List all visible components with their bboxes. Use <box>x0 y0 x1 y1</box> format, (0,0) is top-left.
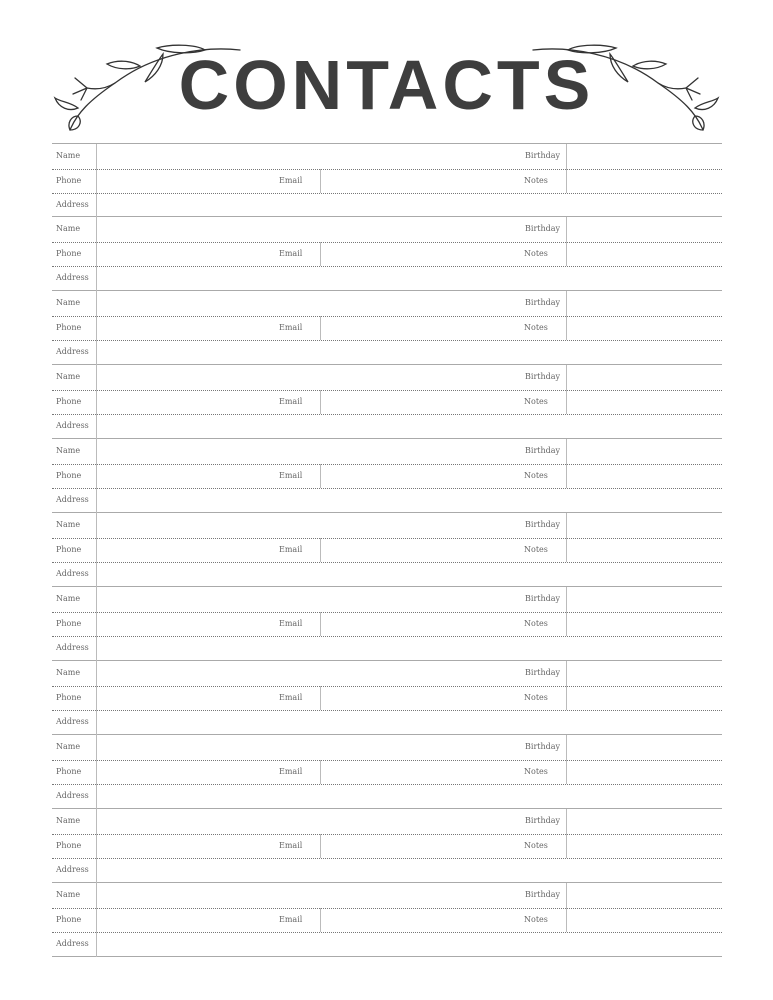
phone-row <box>52 242 722 268</box>
name-field[interactable] <box>97 365 565 389</box>
birthday-field[interactable] <box>567 365 722 389</box>
notes-field[interactable] <box>567 908 722 932</box>
birthday-label: Birthday <box>525 594 561 603</box>
phone-label: Phone <box>56 248 82 258</box>
notes-field[interactable] <box>567 316 722 340</box>
name-field[interactable] <box>97 144 565 168</box>
phone-label: Phone <box>56 840 82 850</box>
address-row <box>52 414 722 439</box>
name-row <box>52 217 722 243</box>
notes-label: Notes <box>524 322 548 332</box>
birthday-label: Birthday <box>525 668 561 677</box>
name-field[interactable] <box>97 587 565 611</box>
phone-row <box>52 390 722 416</box>
birthday-field[interactable] <box>567 144 722 168</box>
birthday-field[interactable] <box>567 291 722 315</box>
address-label: Address <box>56 865 89 874</box>
birthday-label: Birthday <box>525 372 561 381</box>
notes-label: Notes <box>524 692 548 702</box>
email-label: Email <box>279 322 303 332</box>
birthday-field[interactable] <box>567 661 722 685</box>
contact-entry <box>52 661 722 735</box>
contact-entry <box>52 809 722 883</box>
birthday-label: Birthday <box>525 298 561 307</box>
name-row <box>52 439 722 465</box>
name-label: Name <box>56 816 81 825</box>
birthday-label: Birthday <box>525 446 561 455</box>
birthday-label: Birthday <box>525 742 561 751</box>
notes-field[interactable] <box>567 612 722 636</box>
notes-field[interactable] <box>567 834 722 858</box>
name-label: Name <box>56 520 81 529</box>
name-field[interactable] <box>97 291 565 315</box>
phone-row <box>52 464 722 490</box>
birthday-field[interactable] <box>567 587 722 611</box>
email-label: Email <box>279 618 303 628</box>
phone-label: Phone <box>56 914 82 924</box>
address-label: Address <box>56 200 89 209</box>
phone-label: Phone <box>56 175 82 185</box>
birthday-label: Birthday <box>525 520 561 529</box>
name-label: Name <box>56 742 81 751</box>
name-row <box>52 883 722 909</box>
address-row <box>52 858 722 883</box>
address-field[interactable] <box>97 340 722 364</box>
email-label: Email <box>279 248 303 258</box>
name-row <box>52 291 722 317</box>
address-field[interactable] <box>97 858 722 882</box>
notes-label: Notes <box>524 544 548 554</box>
name-field[interactable] <box>97 735 565 759</box>
phone-label: Phone <box>56 766 82 776</box>
phone-row <box>52 538 722 564</box>
address-row <box>52 636 722 661</box>
address-label: Address <box>56 717 89 726</box>
email-label: Email <box>279 175 303 185</box>
notes-label: Notes <box>524 914 548 924</box>
notes-label: Notes <box>524 175 548 185</box>
address-label: Address <box>56 495 89 504</box>
notes-label: Notes <box>524 840 548 850</box>
phone-row <box>52 686 722 712</box>
email-label: Email <box>279 396 303 406</box>
address-label: Address <box>56 273 89 282</box>
address-field[interactable] <box>97 784 722 808</box>
phone-label: Phone <box>56 692 82 702</box>
birthday-field[interactable] <box>567 809 722 833</box>
phone-label: Phone <box>56 618 82 628</box>
notes-field[interactable] <box>567 538 722 562</box>
notes-field[interactable] <box>567 686 722 710</box>
phone-label: Phone <box>56 544 82 554</box>
email-label: Email <box>279 544 303 554</box>
email-label: Email <box>279 766 303 776</box>
notes-field[interactable] <box>567 169 722 193</box>
address-label: Address <box>56 791 89 800</box>
notes-field[interactable] <box>567 390 722 414</box>
contact-entry <box>52 513 722 587</box>
phone-row <box>52 169 722 195</box>
notes-field[interactable] <box>567 242 722 266</box>
name-field[interactable] <box>97 513 565 537</box>
name-row <box>52 587 722 613</box>
name-field[interactable] <box>97 661 565 685</box>
birthday-field[interactable] <box>567 735 722 759</box>
name-label: Name <box>56 668 81 677</box>
page-title: CONTACTS <box>178 46 595 124</box>
address-field[interactable] <box>97 932 722 956</box>
contact-entry <box>52 587 722 661</box>
email-label: Email <box>279 840 303 850</box>
name-label: Name <box>56 446 81 455</box>
birthday-field[interactable] <box>567 439 722 463</box>
name-label: Name <box>56 890 81 899</box>
email-label: Email <box>279 914 303 924</box>
phone-row <box>52 834 722 860</box>
address-field[interactable] <box>97 193 722 217</box>
name-field[interactable] <box>97 439 565 463</box>
birthday-field[interactable] <box>567 513 722 537</box>
contact-entry <box>52 143 722 217</box>
name-row <box>52 513 722 539</box>
name-row <box>52 735 722 761</box>
address-row <box>52 193 722 218</box>
phone-label: Phone <box>56 470 82 480</box>
contact-entry <box>52 365 722 439</box>
notes-label: Notes <box>524 766 548 776</box>
email-label: Email <box>279 692 303 702</box>
contact-entry <box>52 439 722 513</box>
address-field[interactable] <box>97 414 722 438</box>
birthday-field[interactable] <box>567 217 722 241</box>
birthday-field[interactable] <box>567 883 722 907</box>
notes-field[interactable] <box>567 464 722 488</box>
name-row <box>52 661 722 687</box>
address-row <box>52 488 722 513</box>
birthday-label: Birthday <box>525 816 561 825</box>
address-label: Address <box>56 421 89 430</box>
name-label: Name <box>56 372 81 381</box>
notes-label: Notes <box>524 618 548 628</box>
address-row <box>52 562 722 587</box>
phone-row <box>52 612 722 638</box>
phone-label: Phone <box>56 396 82 406</box>
notes-label: Notes <box>524 470 548 480</box>
address-field[interactable] <box>97 562 722 586</box>
address-row <box>52 784 722 809</box>
phone-label: Phone <box>56 322 82 332</box>
email-label: Email <box>279 470 303 480</box>
birthday-label: Birthday <box>525 224 561 233</box>
notes-field[interactable] <box>567 760 722 784</box>
birthday-label: Birthday <box>525 151 561 160</box>
birthday-label: Birthday <box>525 890 561 899</box>
address-label: Address <box>56 643 89 652</box>
notes-label: Notes <box>524 396 548 406</box>
contact-entry <box>52 291 722 365</box>
name-label: Name <box>56 594 81 603</box>
address-row <box>52 710 722 735</box>
name-row <box>52 809 722 835</box>
name-field[interactable] <box>97 809 565 833</box>
address-row <box>52 932 722 957</box>
name-label: Name <box>56 151 81 160</box>
contact-entry <box>52 883 722 957</box>
address-row <box>52 340 722 365</box>
name-field[interactable] <box>97 217 565 241</box>
phone-row <box>52 760 722 786</box>
name-row <box>52 365 722 391</box>
address-label: Address <box>56 569 89 578</box>
name-label: Name <box>56 298 81 307</box>
address-field[interactable] <box>97 710 722 734</box>
address-field[interactable] <box>97 266 722 290</box>
name-field[interactable] <box>97 883 565 907</box>
address-field[interactable] <box>97 488 722 512</box>
notes-label: Notes <box>524 248 548 258</box>
contact-entry <box>52 735 722 809</box>
address-label: Address <box>56 347 89 356</box>
address-label: Address <box>56 939 89 948</box>
phone-row <box>52 908 722 934</box>
address-field[interactable] <box>97 636 722 660</box>
name-row <box>52 144 722 170</box>
contacts-sheet <box>52 143 722 957</box>
address-row <box>52 266 722 291</box>
contact-entry <box>52 217 722 291</box>
phone-row <box>52 316 722 342</box>
name-label: Name <box>56 224 81 233</box>
